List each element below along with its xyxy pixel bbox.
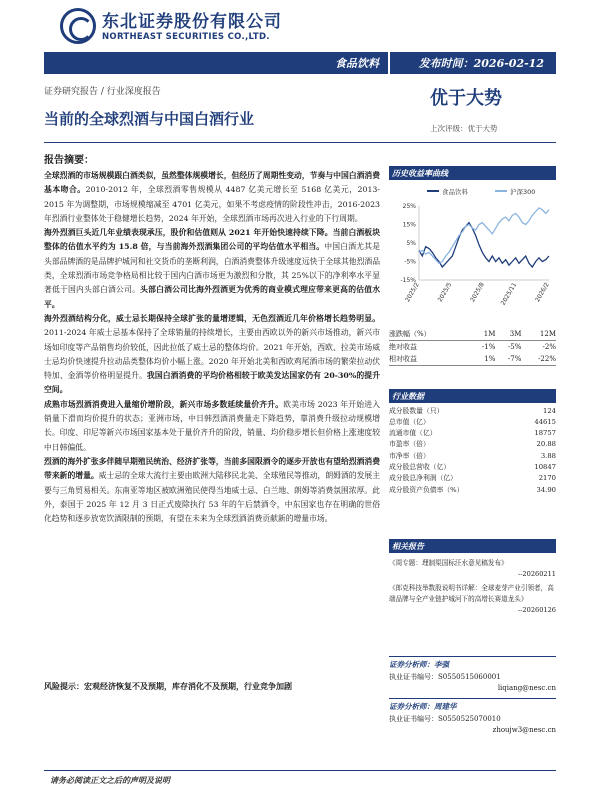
- y-tick-label: 15%: [402, 221, 416, 229]
- legend-label: 沪深300: [510, 188, 536, 196]
- summary-paragraph: 烈酒的海外扩张多伴随早期殖民统治、经济扩张等，当前多国限酒令的逐步开放也有望给烈酒消费带来新的增量。威士忌的全球大流行主要由欧洲大陆移民北美、全球殖民等推动，朗姆酒的发展主要与三角贸易相关。东南亚等地区被欧洲殖民使得当地威士忌、白兰地、朗姆等消费氛围浓厚。此外，泰国于 2025 年 12 月 3 日正式废除执行 53 年的午后禁酒令，中东国家也存在明确的世俗化趋势和逐步放宽饮酒限制的预期，有望在未来为全球烈酒消费贡献新的增量市场。: [44, 456, 380, 524]
- series-line: [419, 223, 549, 267]
- summary-paragraph: 海外烈酒结构分化，威士忌长期保持全球扩张的量增逻辑，无色烈酒近几年价格增长趋势明显。2011-2024 年威士忌基本保持了全球销量的持续增长，主要由西欧以外的新兴市场推动，新兴市场如印度等产品销售均价较低，因此拉低了威士忌的整体均价。2021 年开始，西欧、拉美市场威士忌均价快速提升拉动品类整体均价小幅上涨。2020 年开始北美和西欧鸡尾酒市场的繁荣拉动伏特加、金酒等价格明显提升。我国白酒消费的平均价格相较于欧美发达国家仍有 20-30%的提升空间。: [44, 313, 381, 395]
- y-tick-label: 25%: [402, 203, 416, 210]
- table-cell: 成分股总净利润（亿）: [389, 474, 457, 483]
- x-tick-label: 2025/8: [469, 281, 486, 304]
- table-header: 12M: [521, 328, 556, 341]
- divider: [44, 142, 556, 143]
- analyst-name: 证券分析师：李强: [389, 656, 556, 670]
- table-row: [389, 341, 556, 354]
- table-cell: 成分股总营收（亿）: [389, 463, 451, 471]
- table-cell: 3.88: [540, 451, 556, 460]
- x-tick-label: 2025/5: [436, 281, 454, 304]
- breadcrumb: 证券研究报告 / 行业深度报告: [44, 87, 161, 97]
- return-chart-panel: [389, 166, 556, 314]
- publish-date: 发布时间：2026-02-12: [418, 57, 544, 70]
- table-cell: 成分股数量（只）: [389, 406, 444, 415]
- summary-paragraph: 海外烈酒巨头近几年业绩表现承压，股价和估值则从 2021 年开始快速持续下降。当前白酒板块整体的估值水平约为 15.8 倍，与当前海外烈酒集团公司的平均估值水平相当。中国白酒尤其是头部品牌酒的是品牌护城河和社交货币的垄断利润，白酒消费整体升级速度远快于全球其他烈酒品类，全球烈酒市场竞争格局相比较于国内白酒市场更为激烈和分散，其 25%以下的净利率水平显著低于国内头部白酒公司。头部白酒公司比海外烈酒更为优秀的商业模式理应带来更高的估值水平。: [44, 228, 380, 309]
- industry-data-panel: [389, 389, 556, 495]
- chart-heading: 历史收益率曲线: [389, 166, 556, 180]
- table-cell: 34.90: [536, 485, 556, 494]
- disclaimer-footer: 请务必阅读正文之后的声明及说明: [50, 775, 170, 785]
- table-header-row: [389, 328, 556, 341]
- company-logo-icon: [60, 8, 96, 44]
- x-tick-label: 2025/11: [499, 281, 519, 307]
- y-tick-label: -5%: [404, 258, 416, 266]
- table-cell: 124: [543, 406, 556, 415]
- analyst-cert: 执业证书编号：S0550515060001: [389, 673, 501, 681]
- table-row: [389, 353, 556, 366]
- table-cell: 市净率（倍）: [389, 451, 430, 460]
- analyst-email[interactable]: liqiang@nesc.cn: [497, 684, 556, 692]
- industry-data-heading: 行业数据: [389, 389, 556, 403]
- report-summary: [44, 151, 380, 526]
- y-tick-label: 5%: [406, 240, 416, 247]
- report-title: 当前的全球烈酒与中国白酒行业: [44, 110, 255, 128]
- table-cell: 10847: [534, 463, 556, 471]
- company-name-cn: 东北证券股份有限公司: [102, 12, 282, 32]
- table-cell: -7%: [495, 353, 521, 366]
- table-row: [389, 428, 556, 439]
- table-cell: 20.88: [536, 440, 556, 449]
- return-line-chart: [389, 180, 556, 312]
- table-cell: 流通市值（亿）: [389, 429, 437, 438]
- industry-category: 食品饮料: [335, 57, 379, 70]
- table-cell: 相对收益: [389, 353, 469, 366]
- table-cell: -5%: [507, 343, 522, 351]
- analyst-cert: 执业证书编号：S0550525070010: [389, 715, 501, 723]
- table-row: [389, 450, 556, 461]
- table-cell: 1%: [469, 353, 495, 366]
- previous-rating: 上次评级：优于大势: [430, 124, 498, 133]
- related-reports: [389, 539, 556, 614]
- table-cell: -1%: [481, 343, 496, 351]
- table-row: [389, 484, 556, 495]
- risk-warning: 风险提示：宏观经济恢复不及预期，库存消化不及预期，行业竞争加剧: [44, 681, 292, 691]
- performance-table: [389, 328, 556, 366]
- table-cell: 2170: [538, 474, 556, 483]
- footer-divider: [44, 770, 556, 771]
- table-cell: 44615: [534, 417, 556, 426]
- summary-paragraph: 成熟市场烈酒消费进入量缩价增阶段，新兴市场多数延续量价齐升。欧美市场 2023 年开始进入销量下滑而均价提升的状态；亚洲市场，中日韩烈酒消费量走下降趋势，靠消费升级拉动规模增长。印度、印尼等新兴市场国家基本处于量价齐升的阶段，销量、均价稳步增长但价格上涨速度较中日韩偏低。: [44, 399, 380, 452]
- summary-heading: 报告摘要：: [44, 155, 94, 166]
- related-report-title[interactable]: 《郎克科技举数股说明书详解：全球麦芽产业引领者，高端品牌与全产业链护城河下的高增长赛道龙头》: [389, 584, 554, 603]
- table-cell: -2%: [542, 343, 556, 351]
- y-tick-label: -15%: [400, 277, 416, 284]
- table-row: [389, 439, 556, 450]
- related-report-title[interactable]: 《周专题：理制渠国标汪水意见稿发布》: [389, 559, 508, 567]
- x-tick-label: 2025/2: [404, 281, 421, 304]
- related-report-date: --20260126: [517, 606, 556, 614]
- report-header: [60, 6, 540, 50]
- table-header: 涨跌幅（%）: [389, 328, 469, 341]
- table-row: [389, 405, 556, 416]
- table-cell: 绝对收益: [389, 343, 417, 351]
- company-name-en: NORTHEAST SECURITIES CO.,LTD.: [102, 32, 270, 42]
- analyst-info: [389, 656, 556, 734]
- summary-paragraph: 全球烈酒的市场规模跟白酒类似，虽然整体规模增长，但经历了周期性变动，节奏与中国白酒消费基本吻合。2010-2012 年，全球烈酒零售规模从 4487 亿美元增长至 5168 亿美元，2013-2015 年为调整期，市场规模缩减至 4701 亿美元，如果不考虑疫情的阶段性冲击，2016-2023 年烈酒行业整体处于稳健增长趋势，2024 年开始，全球烈酒市场再次进入行业的下行周期。: [44, 171, 381, 223]
- table-cell: 市盈率（倍）: [389, 440, 430, 449]
- analyst-email[interactable]: zhoujw3@nesc.cn: [492, 726, 556, 734]
- related-report-date: --20260211: [517, 570, 556, 578]
- related-heading: 相关报告: [389, 539, 556, 553]
- analyst-name: 证券分析师：周建华: [389, 698, 556, 712]
- table-header: 3M: [495, 328, 521, 341]
- table-cell: 成分股资产负债率（%）: [389, 485, 464, 494]
- x-tick-label: 2026/2: [534, 281, 551, 304]
- rating: 优于大势: [430, 88, 502, 109]
- legend-label: 食品饮料: [442, 188, 468, 196]
- table-cell: -22%: [521, 353, 556, 366]
- table-cell: 总市值（亿）: [389, 417, 430, 426]
- table-row: [389, 461, 556, 472]
- table-row: [389, 416, 556, 427]
- bar-divider: [388, 52, 390, 74]
- table-row: [389, 473, 556, 484]
- table-header: 1M: [469, 328, 495, 341]
- table-cell: 18757: [534, 429, 556, 438]
